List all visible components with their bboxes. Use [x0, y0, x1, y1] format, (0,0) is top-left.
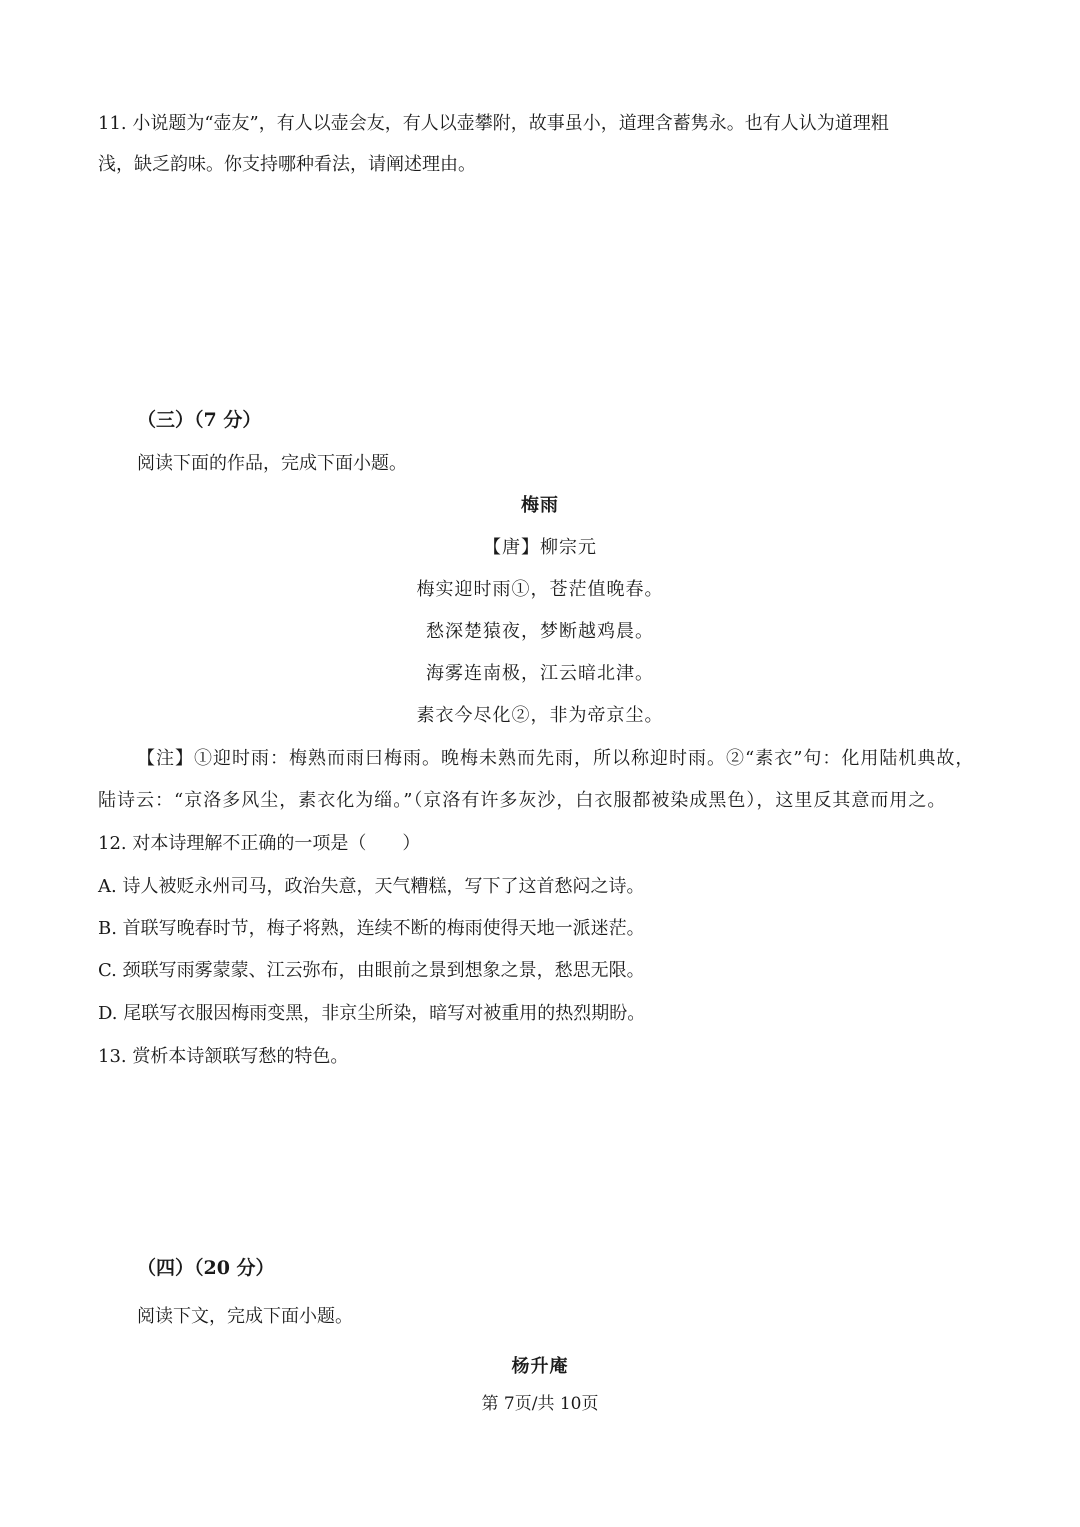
- poem-author: 【唐】柳宗元: [483, 537, 597, 558]
- q12-option-a: A. 诗人被贬永州司马，政治失意，天气糟糕，写下了这首愁闷之诗。: [98, 876, 645, 897]
- poem-line-1: 梅实迎时雨①，苍茫值晚春。: [416, 579, 664, 600]
- poem-line-2: 愁深楚猿夜，梦断越鸡晨。: [426, 621, 654, 642]
- q12-option-d: D. 尾联写衣服因梅雨变黑，非京尘所染，暗写对被重用的热烈期盼。: [98, 1003, 646, 1024]
- section4-title: 杨升庵: [511, 1356, 569, 1377]
- poem-title: 梅雨: [521, 495, 559, 516]
- section3-heading: （三）（7 分）: [137, 409, 262, 431]
- q12-option-b: B. 首联写晚春时节，梅子将熟，连续不断的梅雨使得天地一派迷茫。: [98, 918, 645, 939]
- section4-intro: 阅读下文，完成下面小题。: [137, 1306, 353, 1327]
- poem-line-3: 海雾连南极，江云暗北津。: [426, 663, 654, 684]
- poem-line-4: 素衣今尽化②，非为帝京尘。: [416, 705, 664, 726]
- section3-intro: 阅读下面的作品，完成下面小题。: [137, 453, 407, 474]
- q13-stem: 13. 赏析本诗颔联写愁的特色。: [98, 1046, 349, 1067]
- q12-option-c: C. 颈联写雨雾蒙蒙、江云弥布，由眼前之景到想象之景，愁思无限。: [98, 960, 645, 981]
- q11-line-2: 浅，缺乏韵味。你支持哪种看法，请阐述理由。: [98, 154, 476, 175]
- page-number: 第 7页/共 10页: [481, 1394, 599, 1414]
- q11-line-1: 11. 小说题为“壶友”，有人以壶会友，有人以壶攀附，故事虽小，道理含蓄隽永。也有人认为道理粗: [98, 113, 889, 134]
- poem-note-line-2: 陆诗云：“京洛多风尘，素衣化为缁。”（京洛有许多灰沙，白衣服都被染成黑色），这里反其意而用之。: [98, 790, 947, 811]
- poem-note-line-1: 【注】①迎时雨：梅熟而雨曰梅雨。晚梅未熟而先雨，所以称迎时雨。②“素衣”句：化用陆机典故，: [137, 748, 975, 769]
- q12-stem: 12. 对本诗理解不正确的一项是（ ）: [98, 833, 421, 854]
- section4-heading: （四）（20 分）: [137, 1257, 275, 1279]
